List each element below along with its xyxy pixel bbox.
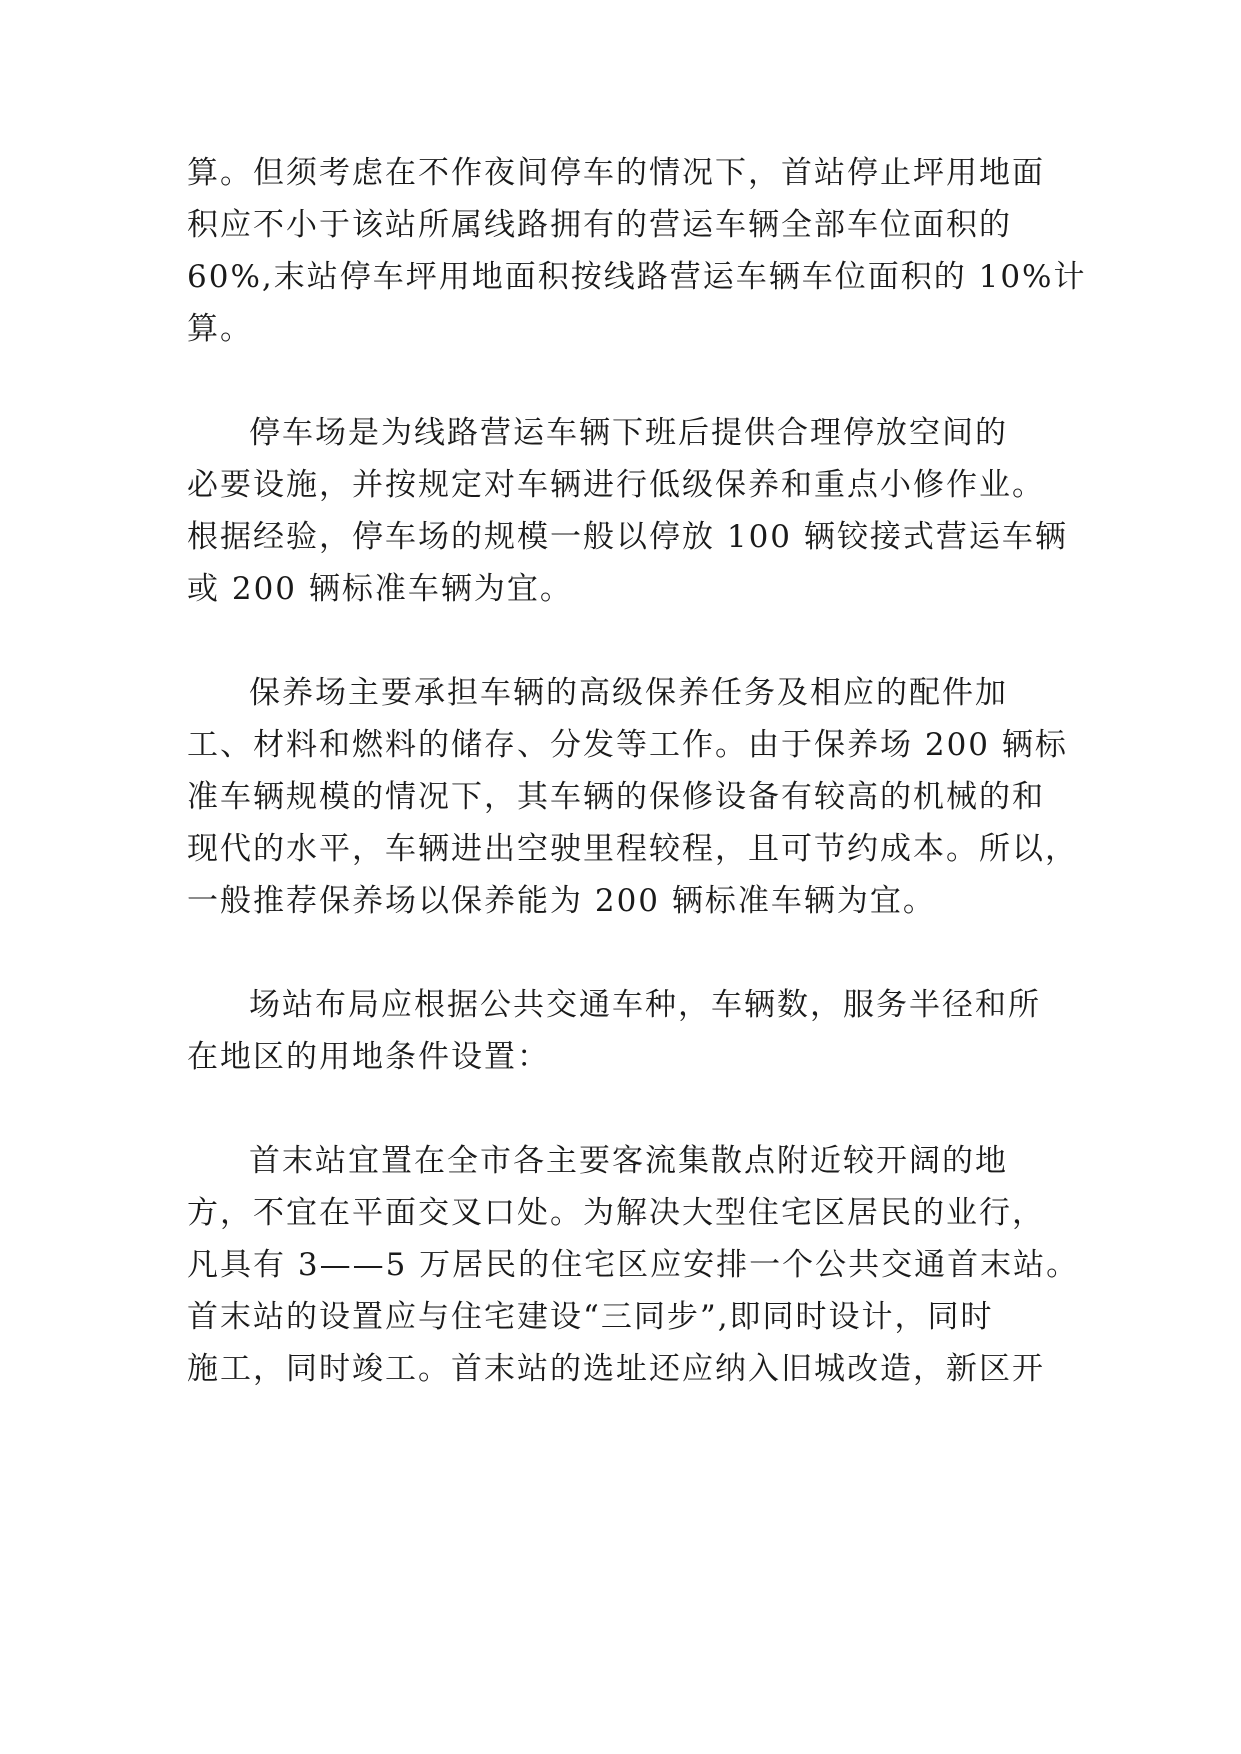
paragraph-3-line-4: 现代的水平，车辆进出空驶里程较程，且可节约成本。所以， [187, 831, 1078, 867]
paragraph-2-line-2: 必要设施，并按规定对车辆进行低级保养和重点小修作业。 [187, 467, 1045, 503]
paragraph-3-line-2: 工、材料和燃料的储存、分发等工作。由于保养场 200 辆标 [187, 727, 1068, 763]
paragraph-5-line-3: 凡具有 3——5 万居民的住宅区应安排一个公共交通首末站。 [187, 1247, 1080, 1283]
paragraph-2-line-3: 根据经验，停车场的规模一般以停放 100 辆铰接式营运车辆 [187, 519, 1068, 555]
paragraph-1-line-3: 60%,末站停车坪用地面积按线路营运车辆车位面积的 10%计 [187, 259, 1087, 295]
paragraph-5-line-1: 首末站宜置在全市各主要客流集散点附近较开阔的地 [249, 1143, 1008, 1179]
paragraph-3-line-1: 保养场主要承担车辆的高级保养任务及相应的配件加 [249, 675, 1008, 711]
paragraph-1-line-4: 算。 [187, 311, 253, 347]
paragraph-2-line-1: 停车场是为线路营运车辆下班后提供合理停放空间的 [249, 415, 1008, 451]
paragraph-3-line-3: 准车辆规模的情况下，其车辆的保修设备有较高的机械的和 [187, 779, 1045, 815]
paragraph-5-line-5: 施工，同时竣工。首末站的选址还应纳入旧城改造，新区开 [187, 1351, 1045, 1387]
paragraph-5-line-2: 方，不宜在平面交叉口处。为解决大型住宅区居民的业行， [187, 1195, 1045, 1231]
paragraph-5-line-4: 首末站的设置应与住宅建设“三同步”,即同时设计，同时 [187, 1299, 994, 1335]
paragraph-1-line-2: 积应不小于该站所属线路拥有的营运车辆全部车位面积的 [187, 207, 1012, 243]
paragraph-3-line-5: 一般推荐保养场以保养能为 200 辆标准车辆为宜。 [187, 883, 936, 919]
paragraph-4-line-1: 场站布局应根据公共交通车种，车辆数，服务半径和所 [249, 987, 1041, 1023]
paragraph-1-line-1: 算。但须考虑在不作夜间停车的情况下，首站停止坪用地面 [187, 155, 1045, 191]
paragraph-2-line-4: 或 200 辆标准车辆为宜。 [187, 571, 573, 607]
paragraph-4-line-2: 在地区的用地条件设置： [187, 1039, 550, 1075]
